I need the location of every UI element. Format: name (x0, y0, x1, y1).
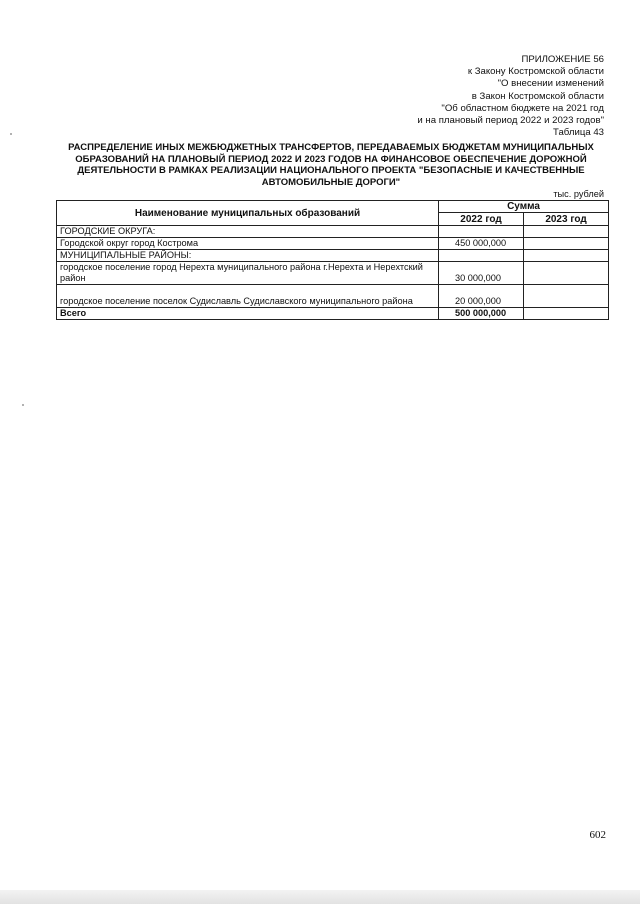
appendix-line: "О внесении изменений (497, 78, 604, 90)
units-label: тыс. рублей (553, 189, 604, 199)
row-value-2022: 20 000,000 (439, 285, 524, 308)
total-value-2023 (524, 308, 609, 320)
total-value-2022: 500 000,000 (439, 308, 524, 320)
title-line: ОБРАЗОВАНИЙ НА ПЛАНОВЫЙ ПЕРИОД 2022 И 2023 ГОДОВ НА ФИНАНСОВОЕ ОБЕСПЕЧЕНИЕ ДОРОЖНОЙ (75, 153, 587, 165)
scan-speck (10, 133, 12, 135)
column-header-2023: 2023 год (524, 213, 609, 226)
row-name: городское поселение поселок Судиславль Судиславского муниципального района (57, 285, 439, 308)
row-value-2022 (439, 226, 524, 238)
row-value-2022: 450 000,000 (439, 238, 524, 250)
table-number: Таблица 43 (553, 127, 604, 139)
table-row (57, 250, 609, 262)
title-line: РАСПРЕДЕЛЕНИЕ ИНЫХ МЕЖБЮДЖЕТНЫХ ТРАНСФЕРТОВ, ПЕРЕДАВАЕМЫХ БЮДЖЕТАМ МУНИЦИПАЛЬНЫХ (68, 142, 594, 153)
row-value-2023 (524, 226, 609, 238)
row-value-2023 (524, 285, 609, 308)
row-value-2023 (524, 250, 609, 262)
appendix-line: в Закон Костромской области (471, 90, 604, 102)
appendix-header (417, 54, 604, 139)
total-label: Всего (57, 308, 439, 320)
title-line: ДЕЯТЕЛЬНОСТИ В РАМКАХ РЕАЛИЗАЦИИ НАЦИОНАЛЬНОГО ПРОЕКТА "БЕЗОПАСНЫЕ И КАЧЕСТВЕННЫЕ (77, 165, 585, 177)
document-title (56, 142, 606, 188)
appendix-line: ПРИЛОЖЕНИЕ 56 (521, 54, 604, 65)
table-row (57, 238, 609, 250)
table-row (57, 226, 609, 238)
column-header-2022: 2022 год (439, 213, 524, 226)
row-name: ГОРОДСКИЕ ОКРУГА: (57, 226, 439, 238)
row-name: городское поселение город Нерехта муниципального района г.Нерехта и Нерехтский район (57, 262, 439, 285)
column-header-name: Наименование муниципальных образований (57, 201, 439, 226)
appendix-line: и на плановый период 2022 и 2023 годов" (417, 115, 604, 127)
appendix-line: к Закону Костромской области (467, 66, 604, 78)
appendix-line: "Об областном бюджете на 2021 год (441, 102, 604, 114)
row-value-2022 (439, 250, 524, 262)
title-line: АВТОМОБИЛЬНЫЕ ДОРОГИ" (261, 176, 401, 188)
row-name: МУНИЦИПАЛЬНЫЕ РАЙОНЫ: (57, 250, 439, 262)
column-header-sum: Сумма (439, 201, 609, 213)
allocation-table (56, 200, 609, 320)
row-value-2023 (524, 238, 609, 250)
scan-bottom-edge (0, 890, 640, 904)
row-value-2023 (524, 262, 609, 285)
row-value-2022: 30 000,000 (439, 262, 524, 285)
table-row (57, 262, 609, 285)
scan-speck (22, 404, 24, 406)
table-row (57, 285, 609, 308)
page-number: 602 (589, 829, 606, 841)
table-total-row (57, 308, 609, 320)
row-name: Городской округ город Кострома (57, 238, 439, 250)
